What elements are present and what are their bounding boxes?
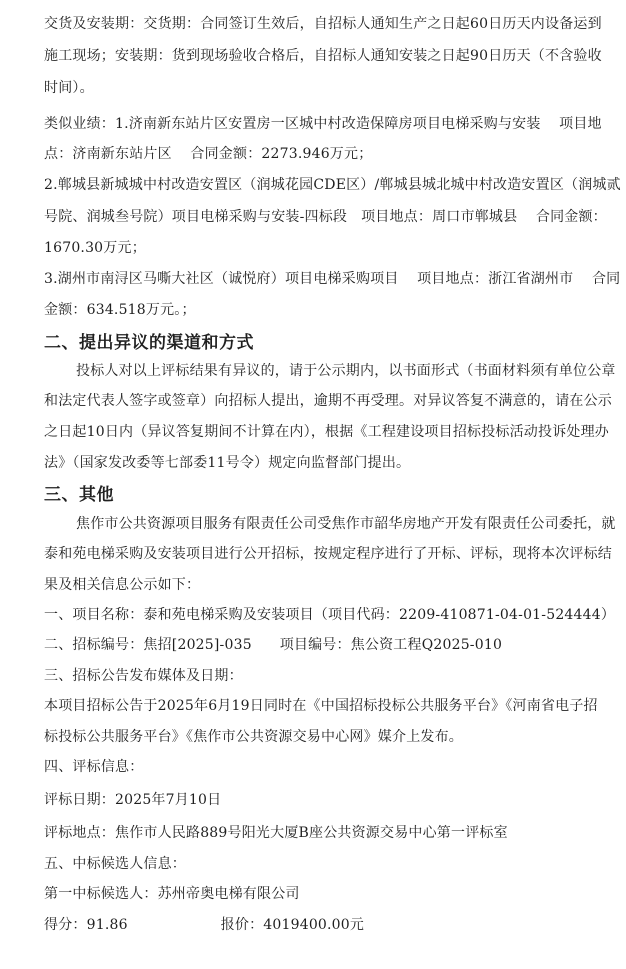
text-line: 评标地点：焦作市人民路889号阳光大厦B座公共资源交易中心第一评标室 <box>44 825 508 841</box>
text-line: 号院、润城叁号院）项目电梯采购与安装-四标段 项目地点：周口市郸城县 合同金额： <box>44 209 607 225</box>
text-line: 1670.30万元； <box>44 240 146 256</box>
text-line: 果及相关信息公示如下： <box>44 577 201 593</box>
text-line: 五、中标候选人信息： <box>44 856 186 872</box>
text-line: 类似业绩：1.济南新东站片区安置房一区城中村改造保障房项目电梯采购与安装 项目地 <box>44 116 602 132</box>
text-line: 一、项目名称：泰和苑电梯采购及安装项目（项目代码：2209-410871-04-01-524444） <box>44 607 616 623</box>
text-line: 时间）。 <box>44 80 94 96</box>
text-line: 和法定代表人签字或签章）向招标人提出，逾期不再受理。对异议答复不满意的，请在公示 <box>44 393 612 409</box>
text-line: 2.郸城县新城城中村改造安置区（润城花园CDE区）/郸城县城北城中村改造安置区（润城贰 <box>44 177 621 193</box>
text-line: 投标人对以上评标结果有异议的，请于公示期内，以书面形式（书面材料须有单位公章 <box>76 363 616 379</box>
text-line: 标投标公共服务平台》《焦作市公共资源交易中心网》媒介上发布。 <box>44 729 463 745</box>
section-heading: 二、提出异议的渠道和方式 <box>44 333 254 353</box>
text-line: 得分：91.86 报价：4019400.00元 <box>44 917 365 933</box>
text-line: 焦作市公共资源项目服务有限责任公司受焦作市韶华房地产开发有限责任公司委托，就 <box>76 516 616 532</box>
text-line: 施工现场；安装期：货到现场验收合格后，自招标人通知安装之日起90日历天（不含验收 <box>44 48 602 64</box>
text-line: 法》（国家发改委等七部委11号令）规定向监督部门提出。 <box>44 455 411 471</box>
text-line: 金额：634.518万元。； <box>44 302 196 318</box>
text-line: 3.湖州市南浔区马嘶大社区（诚悦府）项目电梯采购项目 项目地点：浙江省湖州市 合同 <box>44 271 621 287</box>
text-line: 本项目招标公告于2025年6月19日同时在《中国招标投标公共服务平台》《河南省电子招 <box>44 698 598 714</box>
text-line: 泰和苑电梯采购及安装项目进行公开招标，按规定程序进行了开标、评标，现将本次评标结 <box>44 546 612 562</box>
text-line: 交货及安装期：交货期：合同签订生效后，自招标人通知生产之日起60日历天内设备运到 <box>44 16 602 32</box>
text-line: 点：济南新东站片区 合同金额：2273.946万元； <box>44 146 373 162</box>
text-line: 四、评标信息： <box>44 759 144 775</box>
text-line: 评标日期：2025年7月10日 <box>44 792 222 808</box>
text-line: 之日起10日内（异议答复期间不计算在内），根据《工程建设项目招标投标活动投诉处理办 <box>44 424 610 440</box>
text-line: 二、招标编号：焦招[2025]-035 项目编号：焦公资工程Q2025-010 <box>44 637 503 653</box>
section-heading: 三、其他 <box>44 485 114 505</box>
text-line: 三、招标公告发布媒体及日期： <box>44 668 243 684</box>
text-line: 第一中标候选人：苏州帝奥电梯有限公司 <box>44 886 300 902</box>
